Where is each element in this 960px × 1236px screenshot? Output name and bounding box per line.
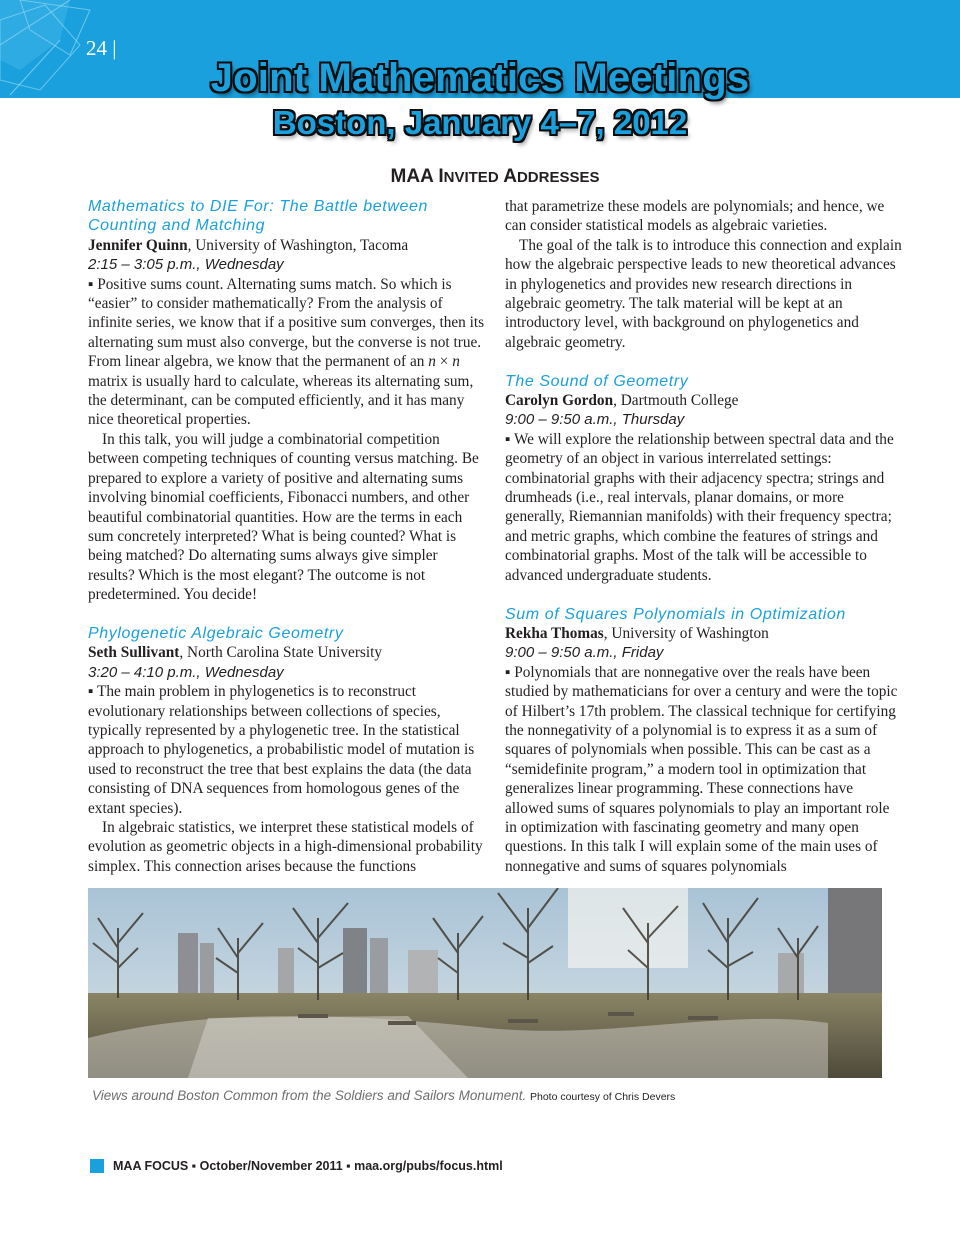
caption-text: Views around Boston Common from the Soldiers and Sailors Monument. xyxy=(92,1088,527,1103)
speaker-line xyxy=(505,624,905,643)
abstract-paragraph: In this talk, you will judge a combinatorial competition between competing techniques of counting versus matching. Be prepared to explore a variety of positive and alternating sums involving binomial coefficients, Fibonacci numbers, and other beautiful combinatorial quantities. How are the terms in each sum concretely interpreted? What is being counted? What is being matched? Do alternating sums always give simpler results? Which is the most elegant? The outcome is not predetermined. You decide! xyxy=(88,430,479,604)
math-variable: n xyxy=(428,353,436,371)
photo-caption xyxy=(92,1088,675,1103)
speaker-affiliation: , University of Washington xyxy=(603,624,769,642)
panorama-illustration xyxy=(88,888,882,1078)
abstract-paragraph: ▪ We will explore the relationship between spectral data and the geometry of an object in various interrelated settings: combinatorial graphs with their adjacency spectra; strings and drumheads (i.e., real intervals, planar domains, or more generally, Riemannian manifolds) with their frequency spectra; and metric graphs, which combine the features of strings and combinatorial graphs. Most of the talk will be accessible to advanced undergraduate students. xyxy=(505,430,894,584)
left-column xyxy=(88,197,486,876)
abstract-paragraph: In algebraic statistics, we interpret these statistical models of evolution as geometric objects in a high-dimensional probability simplex. This connection arises because the functions xyxy=(88,818,483,875)
abstract-paragraph xyxy=(88,275,486,430)
talk-time: 2:15 – 3:05 p.m., Wednesday xyxy=(88,256,284,274)
conference-date: Boston, January 4–7, 2012 xyxy=(272,104,688,141)
spacer xyxy=(505,352,905,371)
spacer xyxy=(505,585,905,604)
footer-square-icon xyxy=(90,1159,104,1173)
speaker-affiliation: , North Carolina State University xyxy=(179,644,383,662)
section-title-part: A xyxy=(498,166,517,187)
talk-title: Mathematics to DIE For: The Battle between Counting and Matching xyxy=(88,198,429,235)
abstract-paragraph: ▪ The main problem in phylogenetics is to reconstruct evolutionary relationships between collections of species, typically represented by a phylogenetic tree. In the statistical approach to phylogenetics, a probabilistic model of mutation is used to reconstruct the tree that best explains the data (the data consisting of DNA sequences from homologous genes of the extant species). xyxy=(88,683,475,817)
talk-title: Sum of Squares Polynomials in Optimization xyxy=(505,605,846,623)
section-title-part: DDRESSES xyxy=(516,169,600,186)
section-title xyxy=(0,166,960,188)
section-title-part: NVITED xyxy=(443,169,499,186)
footer-text: MAA FOCUS ▪ October/November 2011 ▪ maa.org/pubs/focus.html xyxy=(113,1159,503,1173)
math-variable: n xyxy=(452,353,460,371)
abstract-text: matrix is usually hard to calculate, whereas its alternating sum, the determinant, can be computed efficiently, and it has many nice theoretical properties. xyxy=(88,372,474,429)
section-title-part: MAA I xyxy=(390,166,444,187)
abstract-text: × xyxy=(435,353,453,371)
page-number: 24 | xyxy=(86,36,117,60)
talk-title: Phylogenetic Algebraic Geometry xyxy=(88,624,344,642)
speaker-name: Carolyn Gordon xyxy=(505,392,614,410)
boston-common-panorama-photo xyxy=(88,888,882,1078)
spacer xyxy=(88,605,486,624)
right-column xyxy=(505,197,905,876)
talk-time: 3:20 – 4:10 p.m., Wednesday xyxy=(88,663,284,681)
talk-time: 9:00 – 9:50 a.m., Thursday xyxy=(505,411,685,429)
speaker-name: Jennifer Quinn xyxy=(88,236,188,254)
footer xyxy=(90,1159,503,1173)
speaker-line xyxy=(88,643,486,662)
speaker-line xyxy=(505,391,905,410)
speaker-name: Rekha Thomas xyxy=(505,624,604,642)
speaker-name: Seth Sullivant xyxy=(88,644,180,662)
abstract-paragraph: ▪ Polynomials that are nonnegative over the reals have been studied by mathematicians for over a century and were the topic of Hilbert’s 17th problem. The classical technique for certifying the nonnegativity of a polynomial is to express it as a sum of squares of polynomials when possible. This can be cast as a “semidefinite program,” a modern tool in optimization that generalizes linear programming. These connections have allowed sums of squares polynomials to play an important role in optimization with fascinating geometry and many open questions. In this talk I will explain some of the main uses of nonnegative and sums of squares polynomials xyxy=(505,663,898,875)
conference-title: Joint Mathematics Meetings xyxy=(210,56,750,100)
abstract-paragraph: The goal of the talk is to introduce this connection and explain how the algebraic perspective leads to new theoretical advances in phylogenetics and provides new research directions in algebraic geometry. The talk material will be kept at an introductory level, with background on phylogenetics and algebraic geometry. xyxy=(505,236,902,351)
abstract-text: ▪ Positive sums count. Alternating sums match. So which is “easier” to consider mathematically? From the analysis of infinite series, we know that if a positive sum converges, then its alternating sum must also converge, but the converse is not true. From linear algebra, we know that the permanent of an xyxy=(88,275,485,371)
speaker-line xyxy=(88,236,486,255)
photo-credit: Photo courtesy of Chris Devers xyxy=(529,1091,676,1103)
talk-time: 9:00 – 9:50 a.m., Friday xyxy=(505,644,664,662)
abstract-paragraph-continued: that parametrize these models are polynomials; and hence, we can consider statistical models as algebraic varieties. xyxy=(505,198,885,235)
speaker-affiliation: , University of Washington, Tacoma xyxy=(187,236,409,254)
speaker-affiliation: , Dartmouth College xyxy=(613,392,739,410)
talk-title: The Sound of Geometry xyxy=(505,372,689,390)
